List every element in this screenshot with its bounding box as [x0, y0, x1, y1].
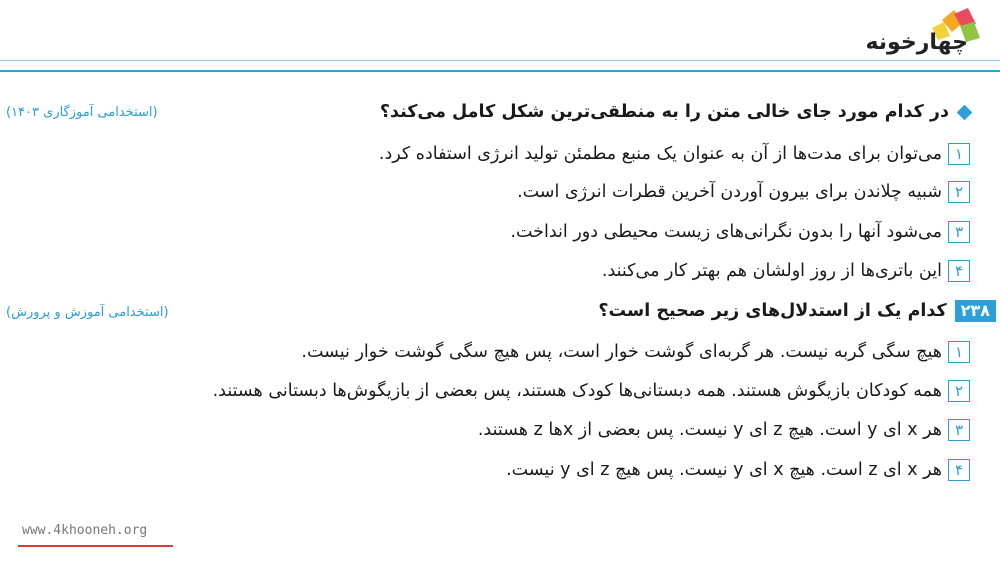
q1-option-4[interactable] — [602, 259, 970, 283]
option-number: ۳ — [948, 419, 970, 441]
option-text: می‌توان برای مدت‌ها از آن به عنوان یک منبع مطمئن تولید انرژی استفاده کرد. — [378, 144, 942, 164]
question-2-source: (استخدامی آموزش و پرورش) — [6, 305, 169, 320]
question-1-source: (استخدامی آموزگاری ۱۴۰۳) — [6, 105, 158, 120]
q2-option-3[interactable] — [478, 418, 970, 442]
option-number: ۱ — [948, 143, 970, 165]
brand-logo — [865, 8, 982, 62]
q1-option-1[interactable] — [379, 142, 970, 166]
logo-text: چهارخونه — [865, 30, 968, 55]
option-text: هیچ سگی گربه نیست. هر گربه‌ای گوشت خوار است، پس هیچ سگی گوشت خوار نیست. — [301, 342, 942, 362]
footer-url[interactable]: www.4khooneh.org — [22, 523, 148, 538]
option-number: ۴ — [948, 459, 970, 481]
question-2 — [598, 299, 996, 323]
q1-option-2[interactable] — [517, 180, 970, 204]
option-number: ۱ — [948, 341, 970, 363]
option-text: شبیه چلاندن برای بیرون آوردن آخرین قطرات انرژی است. — [517, 182, 942, 202]
question-number-badge: ۲۳۸ — [955, 300, 996, 322]
question-1 — [380, 100, 970, 124]
question-1-text: در کدام مورد جای خالی متن را به منطقی‌ترین شکل کامل می‌کند؟ — [379, 102, 949, 122]
option-text: هر x ای y است. هیچ z ای y نیست. پس بعضی از xها z هستند. — [477, 420, 942, 440]
option-text: این باتری‌ها از روز اولشان هم بهتر کار می‌کنند. — [601, 261, 942, 281]
option-number: ۳ — [948, 221, 970, 243]
header-thin-rule — [0, 60, 1000, 61]
option-number: ۴ — [948, 260, 970, 282]
question-2-text: کدام یک از استدلال‌های زیر صحیح است؟ — [598, 301, 947, 321]
option-text: همه کودکان بازیگوش هستند. همه دبستانی‌ها کودک هستند، پس بعضی از بازیگوش‌ها دبستانی هستند. — [212, 381, 942, 401]
diamond-bullet-icon — [957, 104, 973, 120]
option-text: هر x ای z است. هیچ x ای y نیست. پس هیچ z ای y نیست. — [506, 460, 942, 480]
q2-option-4[interactable] — [506, 458, 970, 482]
option-text: می‌شود آنها را بدون نگرانی‌های زیست محیطی دور انداخت. — [510, 222, 942, 242]
q2-option-1[interactable] — [301, 340, 970, 364]
q2-option-2[interactable] — [213, 379, 970, 403]
option-number: ۲ — [948, 181, 970, 203]
header-rule — [0, 70, 1000, 72]
footer-underline — [18, 545, 173, 547]
q1-option-3[interactable] — [510, 220, 970, 244]
option-number: ۲ — [948, 380, 970, 402]
